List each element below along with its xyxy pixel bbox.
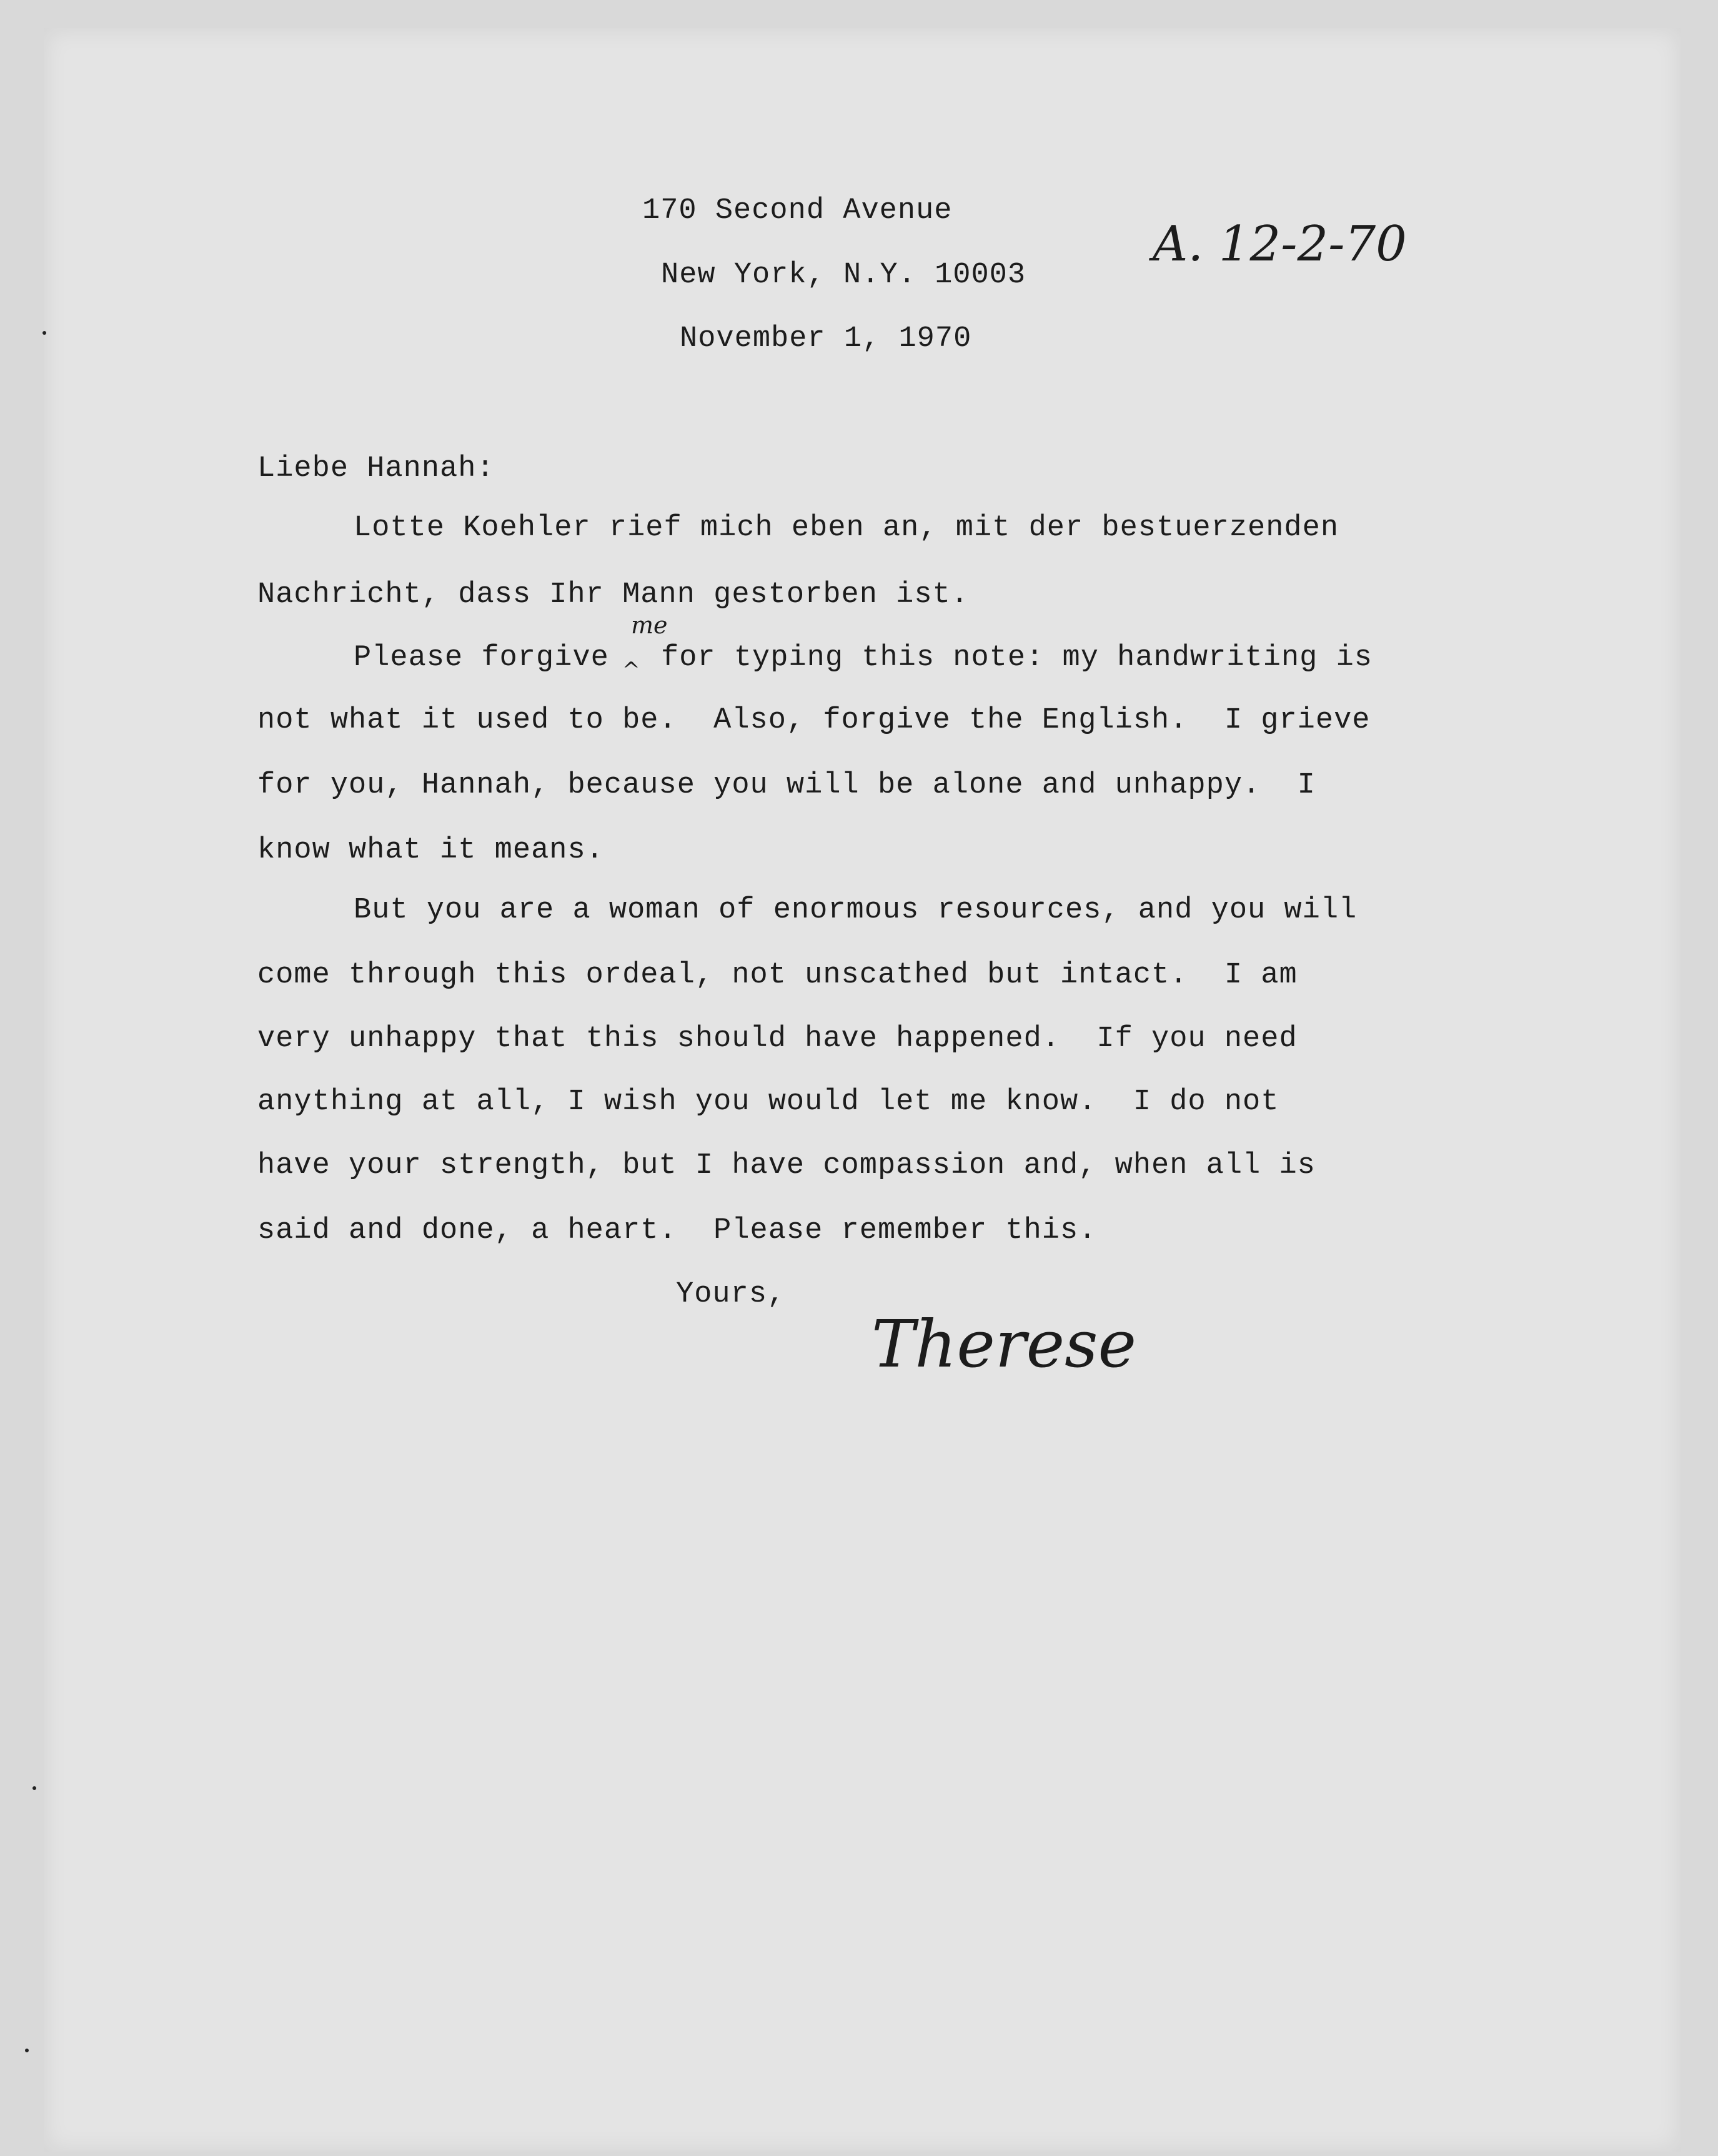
scan-speck: [25, 2049, 29, 2052]
body-line: for typing this note: my handwriting is: [661, 641, 1373, 675]
body-line: for you, Hannah, because you will be alone and unhappy. I: [257, 769, 1316, 802]
body-line: not what it used to be. Also, forgive the English. I grieve: [257, 704, 1371, 737]
scan-speck: [42, 331, 46, 335]
insertion-caret: ^: [622, 658, 640, 683]
body-line: know what it means.: [257, 834, 604, 867]
body-line: said and done, a heart. Please remember this.: [257, 1214, 1097, 1247]
body-line: have your strength, but I have compassion and, when all is: [257, 1149, 1316, 1182]
body-line: But you are a woman of enormous resources, and you will: [354, 894, 1358, 927]
body-line: Lotte Koehler rief mich eben an, mit der bestuerzenden: [354, 512, 1339, 545]
address-line-1: 170 Second Avenue: [642, 194, 953, 227]
body-line: Nachricht, dass Ihr Mann gestorben ist.: [257, 578, 969, 611]
closing: Yours,: [676, 1278, 786, 1311]
scan-speck: [32, 1786, 36, 1790]
letter-date: November 1, 1970: [680, 322, 972, 355]
address-line-2: New York, N.Y. 10003: [661, 259, 1026, 292]
signature: Therese: [871, 1306, 1137, 1382]
archive-mark: A. 12-2-70: [1153, 216, 1407, 272]
body-line: come through this ordeal, not unscathed but intact. I am: [257, 959, 1298, 992]
body-line: very unhappy that this should have happened. If you need: [257, 1022, 1298, 1056]
salutation: Liebe Hannah:: [257, 452, 495, 485]
body-line: anything at all, I wish you would let me know. I do not: [257, 1085, 1279, 1119]
handwritten-insertion: me: [631, 611, 668, 639]
body-line: Please forgive: [354, 641, 609, 675]
